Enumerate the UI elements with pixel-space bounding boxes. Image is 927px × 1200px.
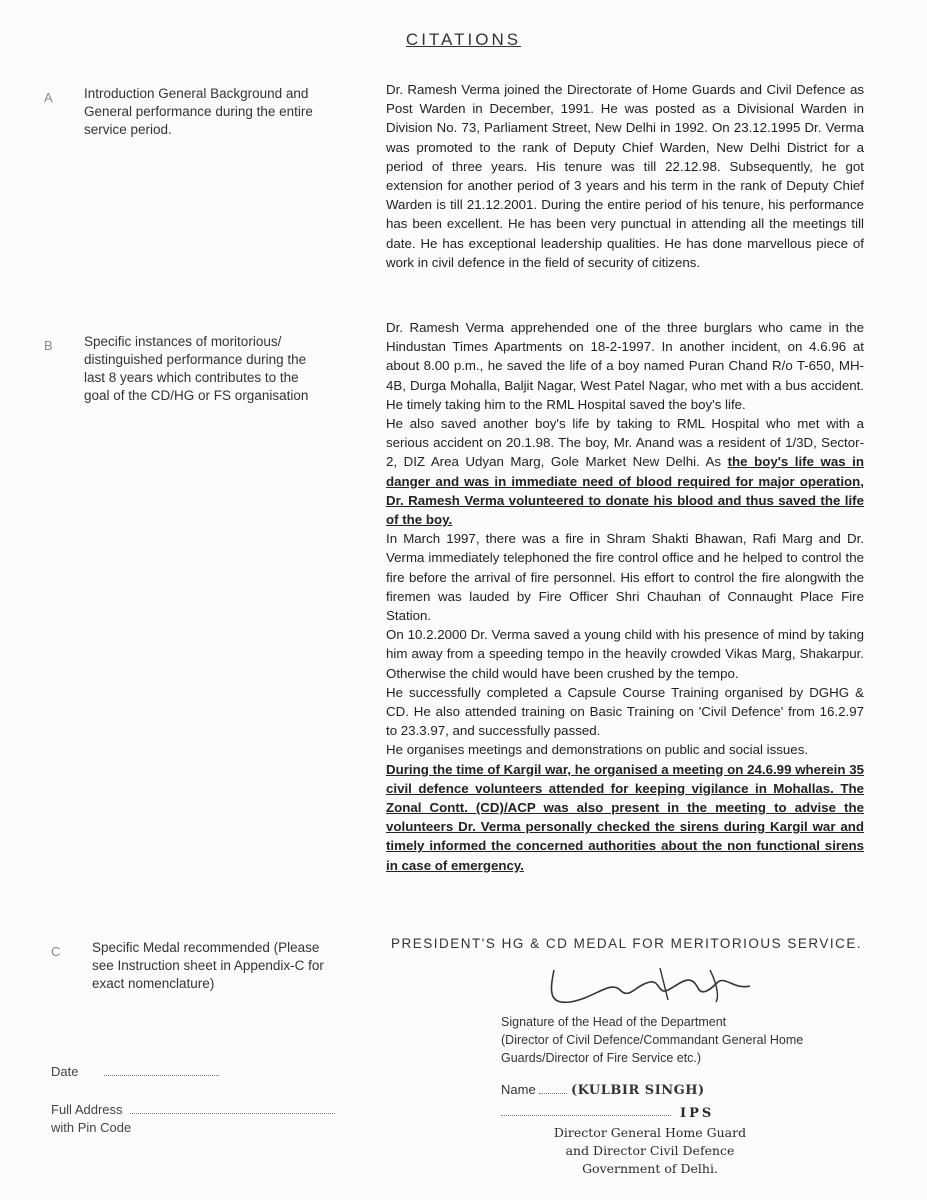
section-a-label: Introduction General Background and General performance during the entire service period. — [84, 86, 313, 137]
section-b-paragraph-6: He organises meetings and demonstrations on public and social issues. — [386, 742, 809, 758]
section-c-marker: C — [51, 944, 61, 959]
ips-dotted-line — [501, 1115, 671, 1116]
section-b-text — [386, 318, 864, 875]
stamp-line-3: Government of Delhi. — [582, 1161, 718, 1176]
section-b-paragraph-4: On 10.2.2000 Dr. Verma saved a young child with his presence of mind by taking him away from a speeding tempo in the heavily crowded Vikas Marg, Shakarpur. Otherwise the child would have been crushed by the tempo. — [386, 627, 864, 681]
name-line — [501, 1082, 705, 1098]
stamp-line-2: and Director Civil Defence — [565, 1143, 735, 1158]
address-label: Full Address — [51, 1102, 123, 1117]
medal-recommended: PRESIDENT'S HG & CD MEDAL FOR MERITORIOUS SERVICE. — [391, 936, 863, 951]
section-b-paragraph-3: In March 1997, there was a fire in Shram Shakti Bhawan, Rafi Marg and Dr. Verma immediately telephoned the fire control office and he helped to control the fire before the arrival of fire personnel. His effort to control the fire alongwith the firemen was lauded by Fire Officer Shri Chauhan of Connaught Place Fire Station. — [386, 531, 864, 624]
section-b-label: Specific instances of moritorious/ distinguished performance during the last 8 years which contributes to the goal of the CD/HG or FS organisation — [84, 334, 309, 403]
name-value: (KULBIR SINGH) — [570, 1083, 705, 1098]
signature-block — [501, 1013, 871, 1067]
section-a-marker: A — [44, 90, 53, 105]
name-label: Name — [501, 1082, 536, 1097]
address-dotted-line — [130, 1113, 335, 1114]
official-stamp — [520, 1124, 780, 1178]
ips-label: IPS — [680, 1106, 715, 1121]
section-a-paragraph: Dr. Ramesh Verma joined the Directorate of Home Guards and Civil Defence as Post Warden in December, 1991. He was posted as a Divisional Warden in Division No. 73, Parliament Street, New Delhi in 1992. On 23.12.1995 Dr. Verma was promoted to the rank of Deputy Chief Warden, New Delhi District for a period of three years. His tenure was till 22.12.98. Subsequently, he got extension for another period of 3 years and his term in the rank of Deputy Chief Warden is till 21.12.2001. During the entire period of his tenure, his performance has been excellent. He has been very punctual in attending all the meetings till date. He has exceptional leadership qualities. He has done marvellous piece of work in civil defence in the field of security of citizens. — [386, 82, 864, 270]
section-b-paragraph-5: He successfully completed a Capsule Course Training organised by DGHG & CD. He also attended training on Basic Training on 'Civil Defence' from 16.2.97 to 23.3.97, and successfully passed. — [386, 684, 864, 739]
section-a-text — [386, 80, 864, 272]
page-title: CITATIONS — [405, 30, 522, 49]
name-dots — [539, 1093, 567, 1094]
section-b-paragraph-1: Dr. Ramesh Verma apprehended one of the three burglars who came in the Hindustan Times Apartments on 18-2-1997. In another incident, on 4.6.96 at about 8.00 p.m., he saved the life of a boy named Puran Chand R/o T-650, MH-4B, Durga Mohalla, Baljit Nagar, West Patel Nagar, who met with a bus accident. He timely taking him to the RML Hospital saved the boy's life. — [386, 320, 864, 412]
pin-label: with Pin Code — [51, 1120, 132, 1135]
signature-scribble-icon — [540, 960, 790, 1020]
section-b-paragraph-7-highlight: During the time of Kargil war, he organised a meeting on 24.6.99 wherein 35 civil defence volunteers attended for keeping vigilance in Mohallas. The Zonal Contt. (CD)/ACP was also present in the meeting to advise the volunteers Dr. Verma personally checked the sirens during Kargil war and timely informed the concerned authorities about the non functional sirens in case of emergency. — [386, 761, 864, 873]
date-dotted-line — [104, 1075, 219, 1076]
section-b-paragraph-2a: He also saved another boy's life by taking to RML Hospital who met with a serious accident on 20.1.98. The boy, Mr. Anand was a resident of 1/3D, Sector-2, DIZ Area Udyan Marg, Gole Market New Delhi. As — [386, 416, 864, 470]
signature-caption: Signature of the Head of the Department — [501, 1015, 727, 1029]
section-b-paragraph-2 — [386, 414, 864, 529]
address-field — [51, 1101, 335, 1137]
signature-designations: (Director of Civil Defence/Commandant General Home Guards/Director of Fire Service etc.) — [501, 1033, 804, 1065]
stamp-line-1: Director General Home Guard — [553, 1125, 747, 1140]
section-b-marker: B — [44, 338, 53, 353]
section-c-label: Specific Medal recommended (Please see Instruction sheet in Appendix-C for exact nomenclature) — [92, 940, 324, 991]
date-label: Date — [51, 1064, 79, 1079]
date-field — [51, 1063, 219, 1081]
section-b-paragraph-2b-highlight: the boy's life was in danger and was in immediate need of blood required for major operation, Dr. Ramesh Verma volunteered to donate his blood and thus saved the life of the boy. — [386, 454, 864, 528]
